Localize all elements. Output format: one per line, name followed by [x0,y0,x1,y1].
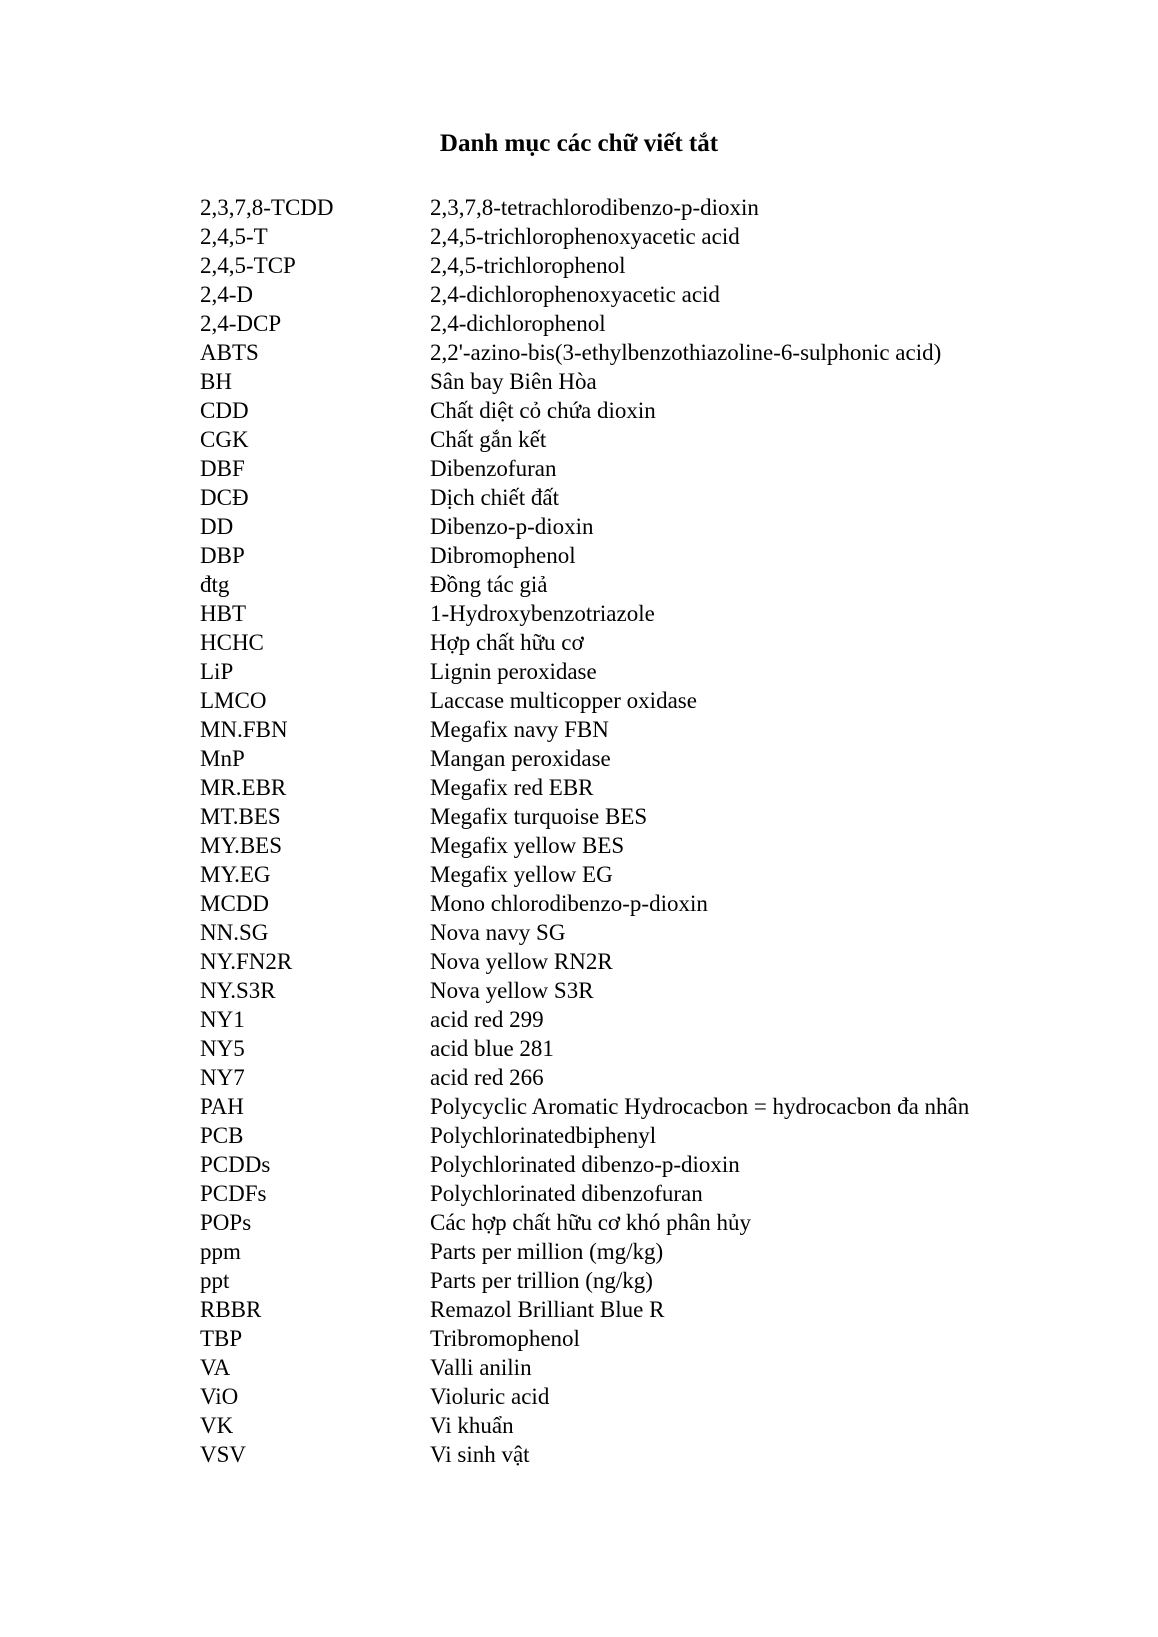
abbreviation-definition: Valli anilin [430,1355,532,1380]
abbreviation-definition: Megafix turquoise BES [430,804,648,829]
abbreviation-term: LiP [200,659,234,684]
abbreviation-list [200,193,1120,1469]
list-item [200,686,1120,715]
list-item [200,947,1120,976]
list-item [200,802,1120,831]
abbreviation-term: VK [200,1413,234,1438]
abbreviation-term: TBP [200,1326,243,1351]
list-item [200,715,1120,744]
abbreviation-term: CGK [200,427,249,452]
list-item [200,483,1120,512]
list-item [200,976,1120,1005]
abbreviation-term: 2,4-DCP [200,311,282,336]
abbreviation-definition: Laccase multicopper oxidase [430,688,697,713]
list-item [200,280,1120,309]
abbreviation-definition: Dibromophenol [430,543,576,568]
list-item [200,918,1120,947]
abbreviation-term: NY.FN2R [200,949,293,974]
list-item [200,860,1120,889]
abbreviation-definition: acid red 266 [430,1065,544,1090]
abbreviation-term: 2,4,5-T [200,224,268,249]
abbreviation-term: MR.EBR [200,775,287,800]
abbreviation-definition: 2,4-dichlorophenol [430,311,606,336]
abbreviation-term: VSV [200,1442,247,1467]
abbreviation-definition: Polychlorinated dibenzo-p-dioxin [430,1152,740,1177]
list-item [200,628,1120,657]
list-item [200,1092,1120,1121]
abbreviation-definition: Hợp chất hữu cơ [430,630,584,655]
list-item [200,773,1120,802]
list-item [200,1150,1120,1179]
abbreviation-term: 2,4,5-TCP [200,253,296,278]
abbreviation-term: 2,4-D [200,282,254,307]
abbreviation-definition: Đồng tác giả [430,572,548,597]
abbreviation-definition: Megafix yellow EG [430,862,613,887]
abbreviation-definition: 1-Hydroxybenzotriazole [430,601,655,626]
abbreviation-definition: Nova yellow RN2R [430,949,613,974]
abbreviation-term: BH [200,369,232,394]
list-item [200,1382,1120,1411]
abbreviation-term: đtg [200,572,230,597]
list-item [200,541,1120,570]
abbreviation-definition: Megafix red EBR [430,775,594,800]
abbreviation-definition: Polychlorinatedbiphenyl [430,1123,657,1148]
abbreviation-term: PCDDs [200,1152,271,1177]
abbreviation-definition: Parts per million (mg/kg) [430,1239,664,1264]
abbreviation-term: NN.SG [200,920,269,945]
abbreviation-definition: acid red 299 [430,1007,544,1032]
abbreviation-term: HCHC [200,630,264,655]
abbreviation-term: POPs [200,1210,252,1235]
abbreviation-term: NY7 [200,1065,245,1090]
abbreviation-definition: Nova yellow S3R [430,978,594,1003]
abbreviation-term: PCB [200,1123,244,1148]
abbreviation-definition: Chất gắn kết [430,427,547,452]
abbreviation-definition: Remazol Brilliant Blue R [430,1297,665,1322]
abbreviation-term: LMCO [200,688,267,713]
abbreviation-term: MCDD [200,891,270,916]
abbreviation-definition: Polycyclic Aromatic Hydrocacbon = hydrocacbon đa nhân [430,1094,970,1119]
list-item [200,1121,1120,1150]
list-item [200,1034,1120,1063]
list-item [200,1295,1120,1324]
abbreviation-term: ppm [200,1239,241,1264]
list-item [200,396,1120,425]
abbreviation-term: 2,3,7,8-TCDD [200,195,334,220]
abbreviation-definition: Parts per trillion (ng/kg) [430,1268,653,1293]
list-item [200,425,1120,454]
list-item [200,251,1120,280]
abbreviation-definition: Dibenzofuran [430,456,557,481]
abbreviation-definition: 2,4,5-trichlorophenol [430,253,626,278]
abbreviation-term: MY.BES [200,833,283,858]
list-item [200,1063,1120,1092]
abbreviation-term: MY.EG [200,862,271,887]
abbreviation-term: NY1 [200,1007,245,1032]
abbreviation-term: HBT [200,601,246,626]
abbreviation-term: MnP [200,746,245,771]
list-item [200,512,1120,541]
abbreviation-definition: Vi sinh vật [430,1442,530,1467]
list-item [200,1353,1120,1382]
abbreviation-term: VA [200,1355,231,1380]
list-item [200,1179,1120,1208]
list-item [200,1208,1120,1237]
list-item [200,1005,1120,1034]
list-item [200,367,1120,396]
list-item [200,454,1120,483]
list-item [200,599,1120,628]
abbreviation-definition: Chất diệt cỏ chứa dioxin [430,398,656,423]
abbreviation-term: NY.S3R [200,978,276,1003]
abbreviation-definition: 2,2'-azino-bis(3-ethylbenzothiazoline-6-sulphonic acid) [430,340,942,365]
abbreviation-term: MT.BES [200,804,281,829]
list-item [200,1440,1120,1469]
abbreviation-term: RBBR [200,1297,262,1322]
list-item [200,1237,1120,1266]
abbreviation-term: NY5 [200,1036,245,1061]
abbreviation-definition: Megafix yellow BES [430,833,625,858]
abbreviation-term: DBP [200,543,245,568]
abbreviation-term: PCDFs [200,1181,267,1206]
page-title: Danh mục các chữ viết tắt [439,130,719,157]
abbreviation-definition: Các hợp chất hữu cơ khó phân hủy [430,1210,752,1235]
abbreviation-definition: Sân bay Biên Hòa [430,369,597,394]
abbreviation-definition: Dịch chiết đất [430,485,560,510]
abbreviation-definition: Lignin peroxidase [430,659,597,684]
abbreviation-definition: Violuric acid [430,1384,550,1409]
list-item [200,744,1120,773]
list-item [200,193,1120,222]
abbreviation-term: ViO [200,1384,239,1409]
abbreviation-definition: Mono chlorodibenzo-p-dioxin [430,891,708,916]
abbreviation-term: ABTS [200,340,259,365]
abbreviation-definition: 2,4-dichlorophenoxyacetic acid [430,282,720,307]
abbreviation-term: CDD [200,398,249,423]
abbreviation-term: DCĐ [200,485,249,510]
list-item [200,309,1120,338]
list-item [200,1411,1120,1440]
list-item [200,1266,1120,1295]
abbreviation-term: DBF [200,456,245,481]
abbreviation-definition: Mangan peroxidase [430,746,611,771]
abbreviation-term: DD [200,514,234,539]
abbreviation-term: ppt [200,1268,230,1293]
list-item [200,570,1120,599]
list-item [200,338,1120,367]
abbreviation-definition: Tribromophenol [430,1326,580,1351]
abbreviation-definition: 2,4,5-trichlorophenoxyacetic acid [430,224,740,249]
list-item [200,657,1120,686]
abbreviation-definition: 2,3,7,8-tetrachlorodibenzo-p-dioxin [430,195,759,220]
list-item [200,1324,1120,1353]
abbreviation-definition: Dibenzo-p-dioxin [430,514,594,539]
abbreviation-term: MN.FBN [200,717,288,742]
abbreviation-definition: Polychlorinated dibenzofuran [430,1181,703,1206]
abbreviation-term: PAH [200,1094,244,1119]
abbreviation-definition: Nova navy SG [430,920,566,945]
list-item [200,889,1120,918]
list-item [200,831,1120,860]
abbreviation-definition: Megafix navy FBN [430,717,609,742]
abbreviation-definition: Vi khuẩn [430,1413,514,1438]
abbreviation-definition: acid blue 281 [430,1036,554,1061]
list-item [200,222,1120,251]
